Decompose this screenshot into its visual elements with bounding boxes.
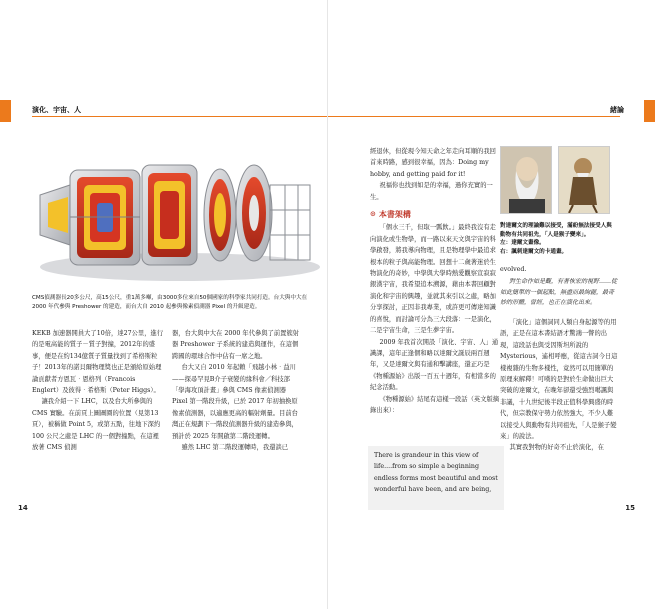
caption-line: 對達爾文的理論難以接受，滿紛無法接受人與動物有共同祖先，「人是猴子變來」。 (500, 223, 612, 238)
paragraph: KEKB 加速器開員大了10倍，達27公里，進行的是電高能的質子－質子對撞，2012年的盛事，便是在約134億質子質量找到了希格斯粒子！2013年的諾貝爾物理獎也正是頒給原始理論貢獻者方恩瓦‧恩格列（Francois Englert）及彼得‧希格斯（Peter Higgs）。 (32, 330, 164, 395)
paragraph: 台大又自 2010 年起賴「飛越小林‧益川——探尋罕見B介子衰變的緣科會／科技部「學海攻頂計畫」參與 CMS 像素偵測器 Pixel 第一階段升級，已於 2017 年初抽換原像素偵測器，以適應更高的輻射劑量。目前台灣正在規劃下一階段偵測器升級的建造參與，預計於 2025 年開啟第二階段運轉。 (172, 364, 298, 440)
darwin-portrait-icon (501, 147, 552, 214)
page-number-left: 14 (18, 504, 28, 512)
page-number-right: 15 (625, 504, 635, 512)
quote-box: There is grandeur in this view of life....from so simple a beginning endless forms most beautiful and most wonderful have been, and are being, (368, 446, 504, 510)
endcap-disk-2 (236, 165, 272, 261)
left-page (0, 0, 327, 609)
right-column-1 (370, 146, 502, 416)
darwin-portrait (500, 146, 552, 214)
quote-translation: 對生命作如是觀，有著恢宏的視野……從如此簡單的一個起點，無盡而最絢麗，最奇妙的形體，曾經，也正在演化出來。 (500, 278, 618, 307)
header-rule-right (328, 116, 620, 117)
barrel-wheel-2 (142, 165, 197, 265)
paragraph: evolved. (500, 266, 527, 273)
left-column-2 (172, 328, 302, 453)
paragraph: 讓我介紹一下 LHC，以及台大所參與的 CMS 實驗。在前頁上圖圖圈的位置（見第13頁），被稱做 Point 5，或第五點，往地下深約 100 公尺之處是 LHC 的一個對撞點，在這裡放著 CMS 偵測 (32, 398, 161, 452)
paragraph: 器，台大與中大在 2000 年代參與了前置簇射器 Preshower 子系統的建造與運作，在這個跨國的環球合作中佔有一席之地。 (172, 330, 300, 360)
circle-bullet-icon: ⊙ (370, 210, 376, 219)
left-column-1 (32, 328, 164, 453)
section-title: 本書架構 (378, 210, 411, 220)
paragraph: 2009 年我首次開設「演化、宇宙、人」通識課，這年正逢個和略以達爾文誕辰兩百週年，又是達爾文與有通和擊講座，還正巧是《物種源始》出版一百五十週年，有相當多的紀念活動。 (370, 338, 499, 392)
right-page-tab (644, 100, 655, 122)
left-page-tab (0, 100, 11, 122)
paragraph: 「個水三千，但取一瓢飲。」最終我沒有走向演化或生物學，而一路以來天文與宇宙的科學啟發，將我導向物理，且是物理學中最追求根本的粒子與高能物理。回想十二歲著迷於生物演化的奇妙，中學與大學時熱愛觀察宣寂寂銀漢宇宙，我希望追本溯源，藉由本書回顧對演化和宇宙的興趣，並就其來引以之處，略加分享探討，正因非我專業，或許更可傳達知識的喜悅，而討論可分為三大段落：一是演化，二是宇宙生命，三是生夢宇宙。 (370, 224, 496, 335)
front-cone (40, 185, 70, 245)
endcap-disk (204, 169, 236, 261)
caption-line: 左：達爾文畫像。 (500, 240, 545, 246)
header-rule-left (32, 116, 327, 117)
paragraph: 其實我對物的好奇不止於演化，在 (509, 444, 604, 452)
figure-caption: CMS偵測器長20多公尺，高15公尺，重1萬多噸，由3000多位來自50個國家的科學家共同打造。台大與中大在 2000 年代參與 Preshower 的建造，而台大自 2010 起參與像素偵測器 Pixel 的升級建造。 (32, 295, 308, 310)
section-heading (370, 209, 502, 220)
darwin-caricature (558, 146, 610, 214)
right-column-2 (500, 264, 618, 454)
running-head-right: 緒論 (610, 106, 624, 114)
caption-line: 右：諷刺達爾文的卡通畫。 (500, 248, 568, 255)
barrel-wheel (70, 170, 140, 265)
service-platform (270, 185, 310, 260)
paragraph: 「演化」這個詞同人類自身起源等的用語，正是在這本書結語才驚鴻一瞥的出現，這段話也與受因斯坦所說的 Mysterious，遙相呼應，從這古詞今日這樣複雜的生物多樣性，竟然可以用簡單的原理來解釋！可嘆的是對於生命做出巨大突破的達爾文，在晚年卻還受強烈噶諷與非議，十九世紀後半段正值科學興盛的時代，但宗教保守勢力依然強大，不少人難以接受人與動物有共同祖先，「人是猴子變來」的說法。 (500, 318, 618, 440)
running-head-left: 演化、宇宙、人 (32, 106, 81, 114)
cms-detector-illustration (30, 135, 320, 290)
portrait-caption (500, 222, 615, 256)
paragraph: 經退休，但從現今知天命之年走向耳順的我回首來時路，感到很幸福，因為：Doing my hobby, and getting paid for it! (370, 148, 496, 178)
paragraph: 雖然 LHC 第二階段運轉時，我還談已 (181, 444, 289, 452)
paragraph: 《物種源始》結尾有這樣一段話（英文版摘錄出來）： (370, 395, 500, 414)
right-page (328, 0, 655, 609)
paragraph: 祝福你也找到如是的幸福，過你充實的一生。 (370, 182, 493, 201)
ape-caricature-icon (559, 147, 610, 214)
